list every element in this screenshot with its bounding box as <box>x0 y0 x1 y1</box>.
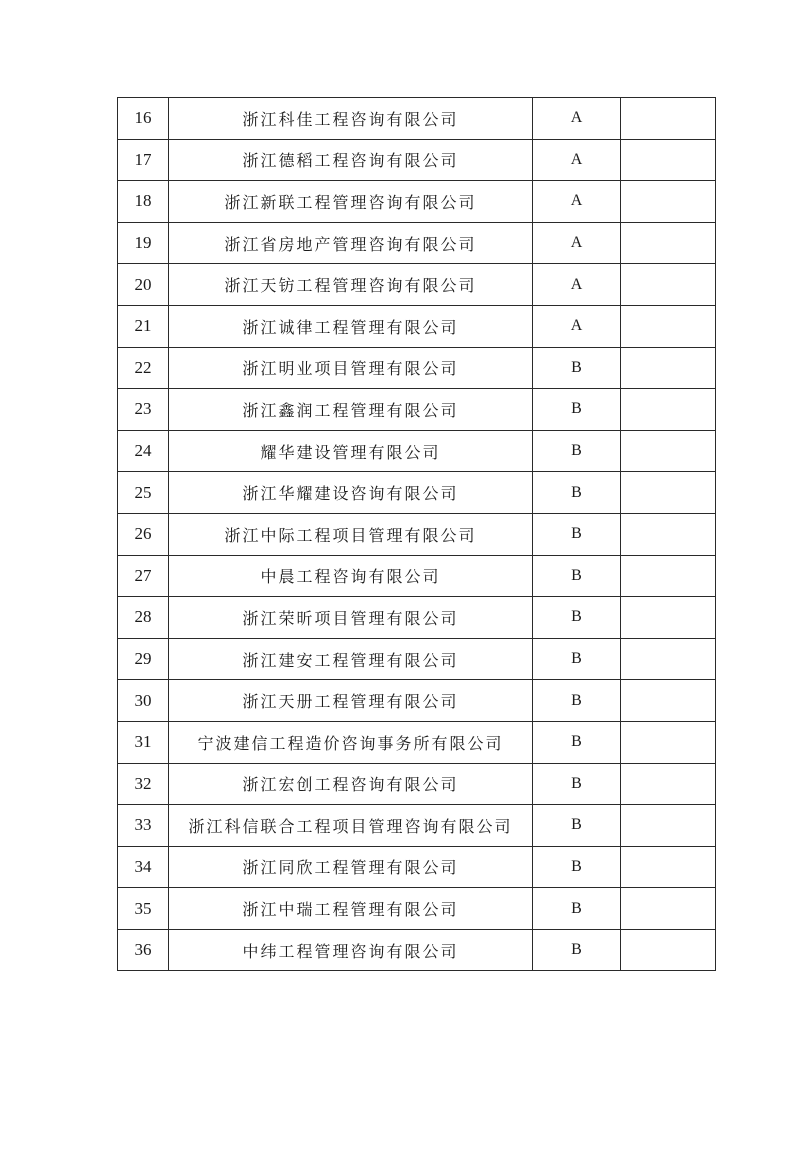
row-number-cell: 21 <box>118 305 169 347</box>
grade-cell: A <box>533 305 621 347</box>
empty-cell <box>621 264 716 306</box>
empty-cell <box>621 805 716 847</box>
company-name-cell: 浙江天册工程管理有限公司 <box>169 680 533 722</box>
empty-cell <box>621 181 716 223</box>
company-name-cell: 浙江德稻工程咨询有限公司 <box>169 139 533 181</box>
row-number-cell: 25 <box>118 472 169 514</box>
table-row <box>118 680 716 722</box>
company-name-cell: 浙江荣昕项目管理有限公司 <box>169 597 533 639</box>
grade-cell: B <box>533 555 621 597</box>
row-number-cell: 36 <box>118 929 169 971</box>
row-number-cell: 30 <box>118 680 169 722</box>
grade-cell: B <box>533 430 621 472</box>
table-row <box>118 222 716 264</box>
company-name-cell: 中纬工程管理咨询有限公司 <box>169 929 533 971</box>
table-row <box>118 721 716 763</box>
empty-cell <box>621 721 716 763</box>
company-name-cell: 浙江宏创工程咨询有限公司 <box>169 763 533 805</box>
company-name-cell: 中晨工程咨询有限公司 <box>169 555 533 597</box>
company-name-cell: 浙江明业项目管理有限公司 <box>169 347 533 389</box>
company-name-cell: 浙江科信联合工程项目管理咨询有限公司 <box>169 805 533 847</box>
empty-cell <box>621 555 716 597</box>
table-row <box>118 888 716 930</box>
empty-cell <box>621 846 716 888</box>
row-number-cell: 17 <box>118 139 169 181</box>
company-name-cell: 浙江诚律工程管理有限公司 <box>169 305 533 347</box>
empty-cell <box>621 98 716 140</box>
row-number-cell: 23 <box>118 389 169 431</box>
company-name-cell: 宁波建信工程造价咨询事务所有限公司 <box>169 721 533 763</box>
company-name-cell: 浙江同欣工程管理有限公司 <box>169 846 533 888</box>
company-name-cell: 浙江省房地产管理咨询有限公司 <box>169 222 533 264</box>
table-row <box>118 347 716 389</box>
grade-cell: B <box>533 638 621 680</box>
table-row <box>118 846 716 888</box>
table-row <box>118 513 716 555</box>
empty-cell <box>621 513 716 555</box>
row-number-cell: 29 <box>118 638 169 680</box>
company-name-cell: 浙江科佳工程咨询有限公司 <box>169 98 533 140</box>
grade-cell: B <box>533 721 621 763</box>
empty-cell <box>621 638 716 680</box>
empty-cell <box>621 888 716 930</box>
empty-cell <box>621 222 716 264</box>
row-number-cell: 35 <box>118 888 169 930</box>
row-number-cell: 20 <box>118 264 169 306</box>
table-row <box>118 305 716 347</box>
row-number-cell: 27 <box>118 555 169 597</box>
grade-cell: A <box>533 222 621 264</box>
empty-cell <box>621 763 716 805</box>
table-row <box>118 430 716 472</box>
empty-cell <box>621 305 716 347</box>
table-row <box>118 597 716 639</box>
company-name-cell: 浙江鑫润工程管理有限公司 <box>169 389 533 431</box>
grade-cell: B <box>533 389 621 431</box>
empty-cell <box>621 929 716 971</box>
row-number-cell: 26 <box>118 513 169 555</box>
table-row <box>118 805 716 847</box>
table-row <box>118 389 716 431</box>
table-row <box>118 763 716 805</box>
grade-cell: A <box>533 139 621 181</box>
table-row <box>118 139 716 181</box>
grade-cell: B <box>533 763 621 805</box>
empty-cell <box>621 430 716 472</box>
company-name-cell: 耀华建设管理有限公司 <box>169 430 533 472</box>
grade-cell: B <box>533 347 621 389</box>
row-number-cell: 18 <box>118 181 169 223</box>
row-number-cell: 28 <box>118 597 169 639</box>
empty-cell <box>621 389 716 431</box>
grade-cell: A <box>533 181 621 223</box>
table-row <box>118 264 716 306</box>
row-number-cell: 31 <box>118 721 169 763</box>
table-row <box>118 555 716 597</box>
row-number-cell: 24 <box>118 430 169 472</box>
grade-cell: B <box>533 597 621 639</box>
company-name-cell: 浙江天钫工程管理咨询有限公司 <box>169 264 533 306</box>
company-name-cell: 浙江华耀建设咨询有限公司 <box>169 472 533 514</box>
table-row <box>118 98 716 140</box>
grade-cell: B <box>533 929 621 971</box>
grade-cell: A <box>533 98 621 140</box>
empty-cell <box>621 139 716 181</box>
table-row <box>118 638 716 680</box>
grade-cell: B <box>533 680 621 722</box>
grade-cell: A <box>533 264 621 306</box>
company-name-cell: 浙江建安工程管理有限公司 <box>169 638 533 680</box>
company-grade-table <box>117 97 716 971</box>
row-number-cell: 34 <box>118 846 169 888</box>
table-row <box>118 181 716 223</box>
grade-cell: B <box>533 888 621 930</box>
row-number-cell: 33 <box>118 805 169 847</box>
row-number-cell: 16 <box>118 98 169 140</box>
company-name-cell: 浙江中瑞工程管理有限公司 <box>169 888 533 930</box>
grade-cell: B <box>533 805 621 847</box>
empty-cell <box>621 597 716 639</box>
row-number-cell: 32 <box>118 763 169 805</box>
grade-cell: B <box>533 846 621 888</box>
table-row <box>118 472 716 514</box>
row-number-cell: 22 <box>118 347 169 389</box>
grade-cell: B <box>533 513 621 555</box>
empty-cell <box>621 347 716 389</box>
row-number-cell: 19 <box>118 222 169 264</box>
empty-cell <box>621 472 716 514</box>
table-body <box>118 98 716 971</box>
empty-cell <box>621 680 716 722</box>
grade-cell: B <box>533 472 621 514</box>
company-name-cell: 浙江中际工程项目管理有限公司 <box>169 513 533 555</box>
company-name-cell: 浙江新联工程管理咨询有限公司 <box>169 181 533 223</box>
table-row <box>118 929 716 971</box>
